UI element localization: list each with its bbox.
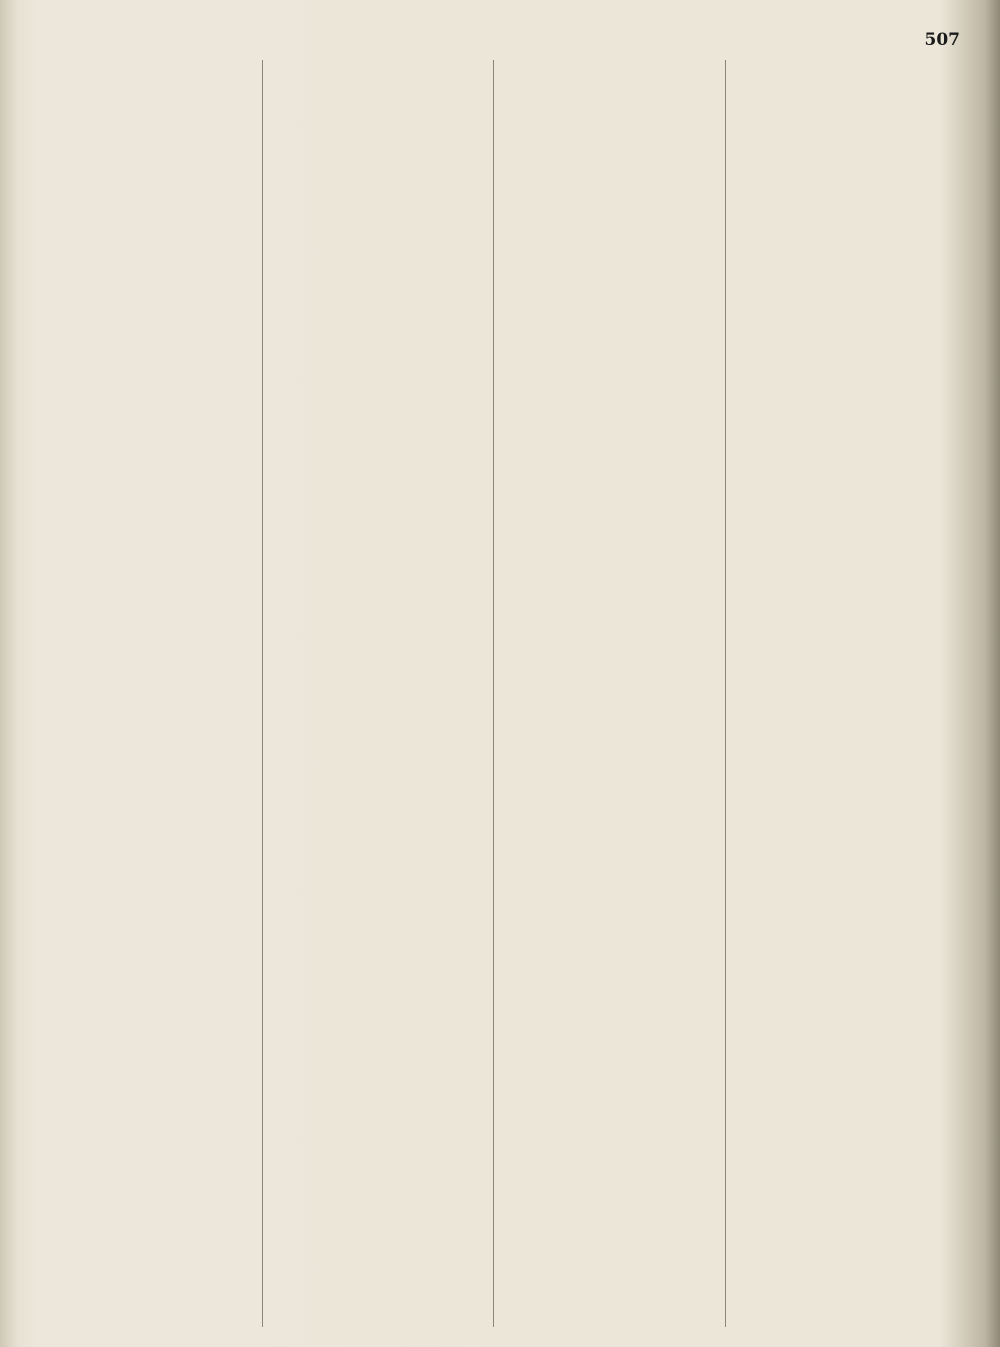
directory-columns xyxy=(30,60,956,1327)
page-number: 507 xyxy=(924,30,960,50)
directory-column-4 xyxy=(725,60,957,1327)
directory-column-3 xyxy=(493,60,725,1327)
page-header xyxy=(712,30,960,56)
directory-column-1 xyxy=(30,60,262,1327)
directory-column-2 xyxy=(262,60,494,1327)
